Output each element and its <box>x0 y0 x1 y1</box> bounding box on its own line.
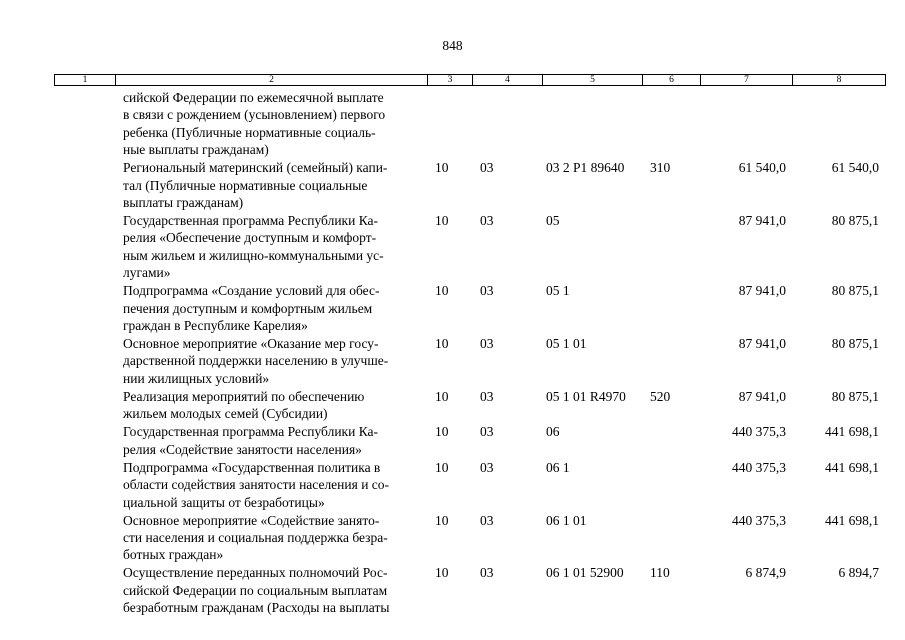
row-name-cell <box>115 388 427 423</box>
row-name-cell <box>115 564 427 617</box>
rz-cell: 10 <box>435 213 449 229</box>
header-cell-7: 7 <box>701 75 793 86</box>
sum-2020-cell: 6 894,7 <box>838 565 879 581</box>
pr-cell: 03 <box>480 565 494 581</box>
sum-2020-cell: 61 540,0 <box>831 160 879 176</box>
pr-cell: 03 <box>480 336 494 352</box>
csr-cell <box>542 89 642 159</box>
header-cell-3: 3 <box>428 75 473 86</box>
sum-2019-cell: 440 375,3 <box>732 459 786 475</box>
csr-cell: 05 1 <box>546 283 570 299</box>
pr-cell: 03 <box>480 213 494 229</box>
pr-cell: 03 <box>480 424 494 440</box>
sum-2020-cell: 80 875,1 <box>831 388 879 404</box>
row-name-line: печения доступным и комфортным жильем <box>123 300 373 316</box>
row-name-line: области содействия занятости населения и со- <box>123 477 390 493</box>
row-name-line: Государственная программа Республики Ка- <box>123 213 379 229</box>
table-row <box>54 89 885 159</box>
rz-cell: 10 <box>435 424 449 440</box>
vr-cell <box>642 282 700 335</box>
page-number: 848 <box>442 38 463 53</box>
rz-cell: 10 <box>435 565 449 581</box>
csr-cell: 06 <box>546 424 560 440</box>
row-name-cell <box>115 282 427 335</box>
row-name-line: Основное мероприятие «Оказание мер госу- <box>123 336 379 352</box>
csr-cell: 05 1 01 R4970 <box>546 388 626 404</box>
vr-cell <box>642 423 700 458</box>
table-row <box>54 459 885 512</box>
row-name-line: релия «Содействие занятости населения» <box>123 441 362 457</box>
row-name-line: дарственной поддержки населению в улучше- <box>123 353 389 369</box>
row-name-cell <box>115 89 427 159</box>
row-name-cell <box>115 512 427 565</box>
row-name-line: безработным гражданам (Расходы на выплаты <box>123 600 390 616</box>
header-cell-2: 2 <box>116 75 428 86</box>
sum-2019-cell: 440 375,3 <box>732 512 786 528</box>
row-name-line: релия «Обеспечение доступным и комфорт- <box>123 230 377 246</box>
table-row <box>54 335 885 388</box>
table-row <box>54 282 885 335</box>
table-row <box>54 564 885 617</box>
row-name-cell <box>115 212 427 282</box>
table-row <box>54 512 885 565</box>
pr-cell: 03 <box>480 283 494 299</box>
header-cell-4: 4 <box>473 75 543 86</box>
header-row <box>55 75 886 86</box>
row-number-cell <box>54 512 115 565</box>
row-number-cell <box>54 564 115 617</box>
sum-2019-cell: 61 540,0 <box>738 160 786 176</box>
rz-cell: 10 <box>435 388 449 404</box>
sum-2019-cell: 87 941,0 <box>738 336 786 352</box>
row-name-line: Государственная программа Республики Ка- <box>123 424 379 440</box>
vr-cell <box>642 89 700 159</box>
row-name-line: ные выплаты гражданам) <box>123 142 269 158</box>
pr-cell: 03 <box>480 160 494 176</box>
row-number-cell <box>54 212 115 282</box>
sum-2020-cell: 80 875,1 <box>831 336 879 352</box>
csr-cell: 03 2 Р1 89640 <box>546 160 625 176</box>
rz-cell: 10 <box>435 283 449 299</box>
row-name-line: нии жилищных условий» <box>123 370 270 386</box>
pr-cell: 03 <box>480 512 494 528</box>
header-cell-8: 8 <box>793 75 886 86</box>
rz-cell: 10 <box>435 512 449 528</box>
sum-2020-cell <box>792 89 885 159</box>
row-name-line: Подпрограмма «Создание условий для обес- <box>123 283 380 299</box>
row-name-line: сийской Федерации по социальным выплатам <box>123 582 388 598</box>
pr-cell: 03 <box>480 459 494 475</box>
header-cell-5: 5 <box>543 75 643 86</box>
vr-cell <box>642 512 700 565</box>
row-number-cell <box>54 423 115 458</box>
csr-cell: 06 1 01 <box>546 512 587 528</box>
row-number-cell <box>54 459 115 512</box>
rz-cell: 10 <box>435 336 449 352</box>
row-name-line: ребенка (Публичные нормативные социаль- <box>123 124 376 140</box>
row-name-line: ным жильем и жилищно-коммунальными ус- <box>123 247 384 263</box>
sum-2020-cell: 441 698,1 <box>825 424 879 440</box>
sum-2019-cell: 440 375,3 <box>732 424 786 440</box>
sum-2020-cell: 80 875,1 <box>831 283 879 299</box>
vr-cell <box>642 335 700 388</box>
sum-2020-cell: 441 698,1 <box>825 512 879 528</box>
row-name-line: Реализация мероприятий по обеспечению <box>123 388 365 404</box>
rz-cell: 10 <box>435 459 449 475</box>
sum-2020-cell: 441 698,1 <box>825 459 879 475</box>
row-name-cell <box>115 459 427 512</box>
row-name-line: граждан в Республике Карелия» <box>123 318 308 334</box>
vr-cell: 310 <box>650 160 671 176</box>
header-cell-6: 6 <box>643 75 701 86</box>
row-name-cell <box>115 335 427 388</box>
vr-cell: 110 <box>650 565 670 581</box>
sum-2019-cell: 6 874,9 <box>745 565 786 581</box>
row-name-line: Региональный материнский (семейный) капи- <box>123 160 388 176</box>
vr-cell <box>642 212 700 282</box>
budget-table <box>54 89 885 617</box>
rz-cell <box>427 89 472 159</box>
row-name-line: циальной защиты от безработицы» <box>123 494 325 510</box>
column-number-header <box>54 74 886 86</box>
vr-cell: 520 <box>650 388 671 404</box>
rz-cell: 10 <box>435 160 449 176</box>
table-row <box>54 388 885 423</box>
csr-cell: 05 <box>546 213 560 229</box>
row-name-line: Осуществление переданных полномочий Рос- <box>123 565 388 581</box>
sum-2019-cell: 87 941,0 <box>738 283 786 299</box>
sum-2019-cell <box>700 89 792 159</box>
header-cell-1: 1 <box>55 75 116 86</box>
row-name-line: выплаты гражданам) <box>123 195 244 211</box>
row-name-line: сийской Федерации по ежемесячной выплате <box>123 90 384 105</box>
sum-2019-cell: 87 941,0 <box>738 388 786 404</box>
row-number-cell <box>54 159 115 212</box>
sum-2020-cell: 80 875,1 <box>831 213 879 229</box>
row-name-cell <box>115 159 427 212</box>
row-name-cell <box>115 423 427 458</box>
row-number-cell <box>54 388 115 423</box>
csr-cell: 06 1 <box>546 459 570 475</box>
row-number-cell <box>54 89 115 159</box>
sum-2019-cell: 87 941,0 <box>738 213 786 229</box>
vr-cell <box>642 459 700 512</box>
row-name-line: жильем молодых семей (Субсидии) <box>123 406 328 422</box>
row-name-line: ботных граждан» <box>123 547 224 563</box>
row-name-line: Основное мероприятие «Содействие занято- <box>123 512 380 528</box>
pr-cell: 03 <box>480 388 494 404</box>
table-body <box>54 89 885 617</box>
table-row <box>54 159 885 212</box>
row-number-cell <box>54 335 115 388</box>
table-row <box>54 423 885 458</box>
csr-cell: 05 1 01 <box>546 336 587 352</box>
row-number-cell <box>54 282 115 335</box>
table-row <box>54 212 885 282</box>
pr-cell <box>472 89 542 159</box>
row-name-line: лугами» <box>123 265 171 281</box>
row-name-line: тал (Публичные нормативные социальные <box>123 177 368 193</box>
row-name-line: в связи с рождением (усыновлением) первого <box>123 107 386 123</box>
csr-cell: 06 1 01 52900 <box>546 565 624 581</box>
row-name-line: Подпрограмма «Государственная политика в <box>123 459 381 475</box>
row-name-line: сти населения и социальная поддержка безра- <box>123 529 388 545</box>
